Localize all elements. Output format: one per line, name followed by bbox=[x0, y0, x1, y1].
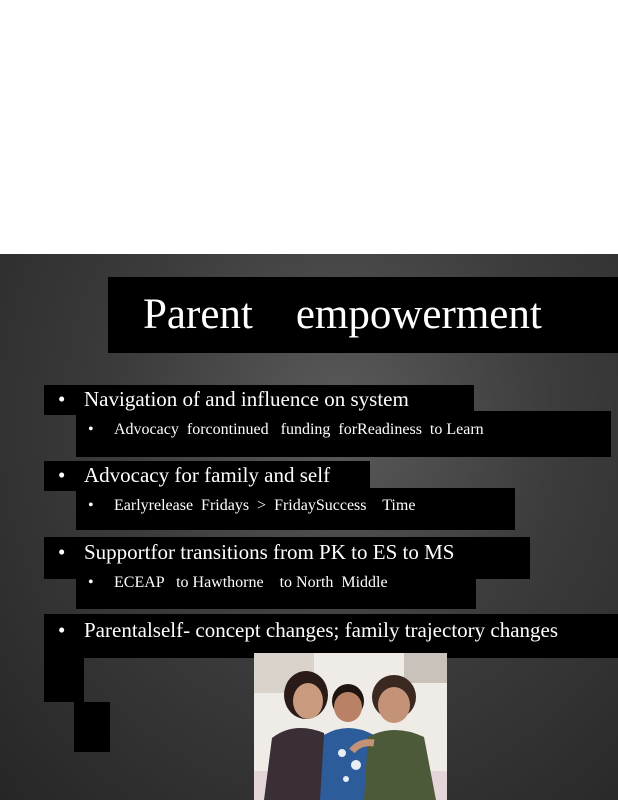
sub-bullet-dot: • bbox=[88, 497, 94, 514]
bullet-1 bbox=[58, 385, 409, 413]
slide-title: Parent empowerment bbox=[108, 277, 618, 353]
family-photo bbox=[254, 653, 447, 800]
family-photo-illustration bbox=[254, 653, 447, 800]
bullet-dot: • bbox=[58, 540, 66, 564]
sub-bullet-2-text: Earlyrelease Fridays > FridaySuccess Time bbox=[114, 497, 416, 514]
bullet-3 bbox=[58, 538, 454, 566]
decor-block-2 bbox=[74, 702, 110, 752]
bullet-4-text: Parentalself- concept changes; family trajectory changes bbox=[84, 618, 559, 642]
bullet-2 bbox=[58, 461, 330, 489]
bullet-4 bbox=[58, 616, 558, 644]
bullet-3-text: Supportfor transitions from PK to ES to MS bbox=[84, 540, 455, 564]
sub-bullet-3 bbox=[88, 571, 388, 595]
sub-bullet-dot: • bbox=[88, 421, 94, 438]
sub-bullet-2 bbox=[88, 494, 415, 518]
bullet-dot: • bbox=[58, 463, 66, 487]
presentation-slide bbox=[0, 254, 618, 800]
sub-bullet-3-text: ECEAP to Hawthorne to North Middle bbox=[114, 574, 388, 591]
decor-block-1 bbox=[44, 654, 84, 702]
sub-bullet-1-text: Advocacy forcontinued funding forReadiness to Learn bbox=[114, 421, 484, 438]
bullet-2-text: Advocacy for family and self bbox=[84, 463, 331, 487]
bullet-1-text: Navigation of and influence on system bbox=[84, 387, 409, 411]
sub-bullet-1 bbox=[88, 418, 484, 442]
blank-top-area bbox=[0, 0, 618, 254]
bullet-dot: • bbox=[58, 618, 66, 642]
bullet-dot: • bbox=[58, 387, 66, 411]
sub-bullet-dot: • bbox=[88, 574, 94, 591]
